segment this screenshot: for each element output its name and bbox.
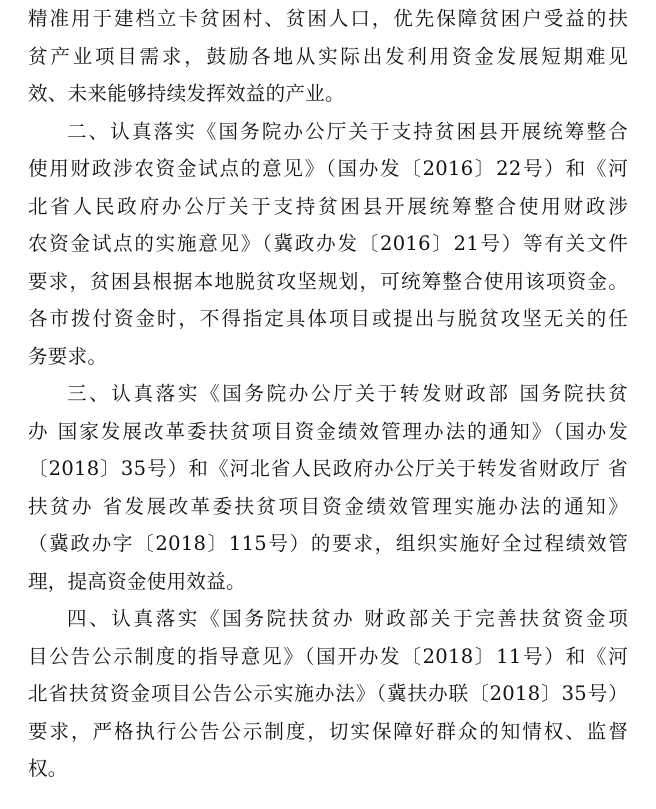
text-line: 四、认真落实《国务院扶贫办 财政部关于完善扶贫资金项 — [67, 607, 628, 630]
text-line: 北省扶贫资金项目公告公示实施办法》（冀扶办联〔2018〕35号） — [28, 682, 628, 705]
text-line: 效、未来能够持续发挥效益的产业。 — [28, 82, 345, 105]
text-line: 贫产业项目需求，鼓励各地从实际出发利用资金发展短期难见 — [28, 44, 628, 68]
text-line: 办 国家发展改革委扶贫项目资金绩效管理办法的通知》（国办发 — [28, 419, 628, 443]
document-page — [28, 0, 628, 788]
text-line: 北省人民政府办公厅关于支持贫困县开展统筹整合使用财政涉 — [28, 194, 628, 218]
text-line: 使用财政涉农资金试点的意见》（国办发〔2016〕22号）和《河 — [28, 157, 628, 180]
text-line: 要求，严格执行公告公示制度，切实保障好群众的知情权、监督 — [28, 719, 628, 743]
paragraph-3 — [28, 375, 628, 600]
text-line: 二、认真落实《国务院办公厅关于支持贫困县开展统筹整合 — [67, 119, 628, 143]
text-line: 目公告公示制度的指导意见》（国开办发〔2018〕11号）和《河 — [28, 644, 628, 668]
text-line: 精准用于建档立卡贫困村、贫困人口，优先保障贫困户受益的扶 — [28, 7, 628, 30]
text-line: 各市拨付资金时，不得指定具体项目或提出与脱贫攻坚无关的任 — [28, 307, 628, 330]
text-line: 权。 — [28, 757, 68, 780]
text-line: 要求，贫困县根据本地脱贫攻坚规划，可统筹整合使用该项资金。 — [28, 269, 628, 293]
text-line: 三、认真落实《国务院办公厅关于转发财政部 国务院扶贫 — [67, 382, 628, 405]
text-line: 农资金试点的实施意见》（冀政办发〔2016〕21号）等有关文件 — [28, 232, 628, 255]
text-line: 务要求。 — [28, 344, 108, 368]
text-line: 理，提高资金使用效益。 — [28, 569, 246, 593]
text-line: 扶贫办 省发展改革委扶贫项目资金绩效管理实施办法的通知》 — [28, 494, 628, 518]
paragraph-2 — [28, 113, 628, 376]
text-line: （冀政办字〔2018〕115号）的要求，组织实施好全过程绩效管 — [28, 532, 628, 555]
paragraph-1 — [28, 0, 628, 113]
paragraph-4 — [28, 600, 628, 788]
text-line: 〔2018〕35号）和《河北省人民政府办公厅关于转发省财政厅 省 — [28, 457, 628, 480]
